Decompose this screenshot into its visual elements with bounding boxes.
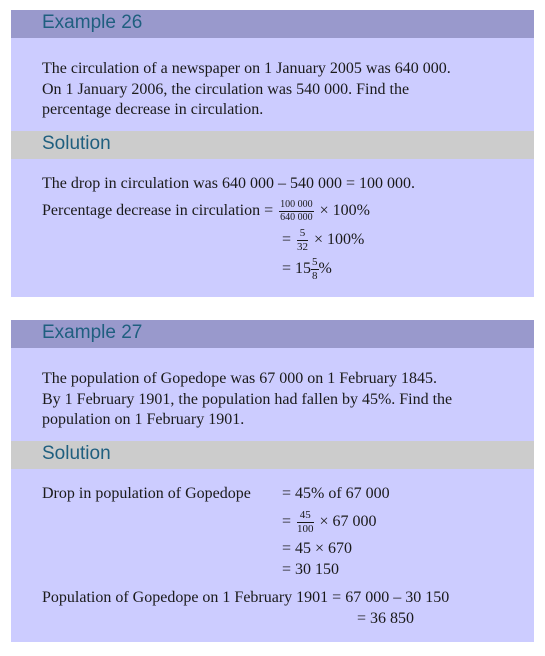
denominator: 32 — [297, 241, 309, 253]
final-line: Population of Gopedope on 1 February 1901 = 67 000 – 30 150 — [42, 589, 450, 606]
fraction-5-32 — [297, 228, 308, 253]
example-26-solution-bar — [11, 131, 534, 159]
numerator: 100 000 — [280, 199, 313, 210]
step-line-2 — [282, 510, 377, 535]
example-27-problem — [42, 369, 452, 431]
problem-line: The population of Gopedope was 67 000 on 1 February 1845. — [42, 370, 438, 387]
numerator: 5 — [297, 228, 308, 241]
equals-sign: = — [282, 513, 292, 531]
denominator: 100 — [297, 523, 314, 535]
step-line-3 — [282, 257, 332, 282]
problem-line: population on 1 February 1901. — [42, 411, 245, 428]
step-line-3: = 45 × 670 — [282, 540, 353, 557]
numerator: 45 — [297, 510, 314, 523]
mixed-whole: 15 — [295, 260, 312, 278]
example-26-box — [11, 10, 534, 297]
example-27-header — [11, 320, 534, 348]
denominator: 8 — [312, 270, 318, 282]
times-100: × 100% — [314, 231, 365, 249]
solution-label: Solution — [42, 133, 111, 154]
problem-line: The circulation of a newspaper on 1 January 2005 was 640 000. — [42, 60, 451, 77]
percentage-label: Percentage decrease in circulation — [42, 202, 261, 220]
times-100: × 100% — [319, 202, 370, 220]
equals-sign: = — [282, 260, 292, 278]
example-26-header — [11, 10, 534, 38]
example-27-solution-bar — [11, 441, 534, 469]
step-line-1: = 45% of 67 000 — [282, 485, 390, 502]
example-27-title: Example 27 — [42, 322, 143, 343]
equals-sign: = — [264, 202, 274, 220]
step-line-4: = 30 150 — [282, 561, 340, 578]
denominator: 640 000 — [280, 212, 313, 223]
step-line-2 — [282, 228, 364, 253]
solution-label: Solution — [42, 443, 111, 464]
example-27-box — [11, 320, 534, 642]
equals-sign: = — [282, 231, 292, 249]
example-26-title: Example 26 — [42, 12, 143, 33]
fraction-45-100 — [297, 510, 314, 535]
times-67000: × 67 000 — [319, 513, 377, 531]
example-26-problem — [42, 59, 451, 121]
fraction-5-8 — [311, 257, 319, 282]
percent-sign: % — [318, 260, 332, 278]
final-value: = 36 850 — [357, 610, 415, 627]
percentage-line — [42, 200, 370, 223]
fraction-100000-640000 — [279, 200, 314, 223]
drop-label: Drop in population of Gopedope — [42, 485, 251, 502]
numerator: 5 — [312, 256, 318, 268]
problem-line: By 1 February 1901, the population had fallen by 45%. Find the — [42, 390, 453, 408]
problem-line: On 1 January 2006, the circulation was 540 000. Find the — [42, 80, 410, 98]
drop-line: The drop in circulation was 640 000 – 540 000 = 100 000. — [42, 175, 415, 192]
problem-line: percentage decrease in circulation. — [42, 101, 264, 118]
